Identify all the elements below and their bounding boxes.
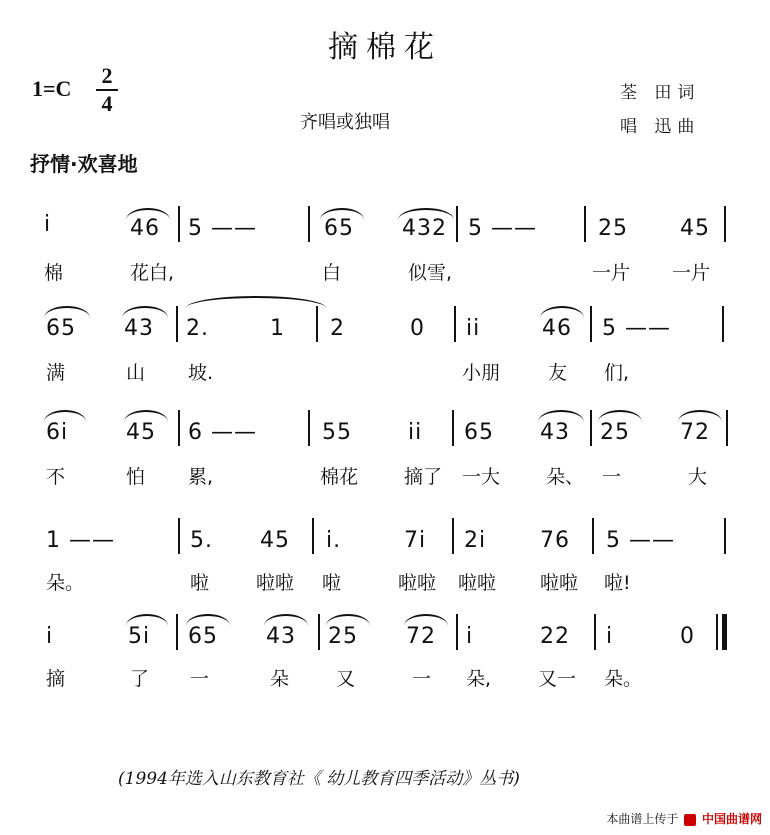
barline (722, 306, 724, 342)
lyric: 一 (602, 466, 622, 488)
note: 5. (190, 528, 213, 553)
lyricist-credit: 荃 田词 (620, 83, 701, 103)
lyric: 大 (688, 466, 708, 488)
note: 45 (260, 528, 290, 553)
note: 46 (130, 216, 160, 241)
upload-credit (606, 810, 762, 827)
lyric: 摘了 (404, 466, 443, 488)
barline (452, 518, 454, 554)
time-denominator: 4 (101, 91, 113, 116)
note: 43 (124, 316, 154, 341)
note: 45 (126, 420, 156, 445)
note: 65 (46, 316, 76, 341)
lyric: 朵。 (604, 668, 643, 690)
note: 2. (186, 316, 209, 341)
upload-note: 本曲谱上传于 (606, 812, 679, 826)
lyric: 又 (336, 668, 356, 690)
note: i (46, 624, 54, 649)
note: i (606, 624, 614, 649)
note: 5i (128, 624, 151, 649)
barline (176, 306, 178, 342)
lyric: 棉 (44, 262, 64, 284)
note: 25 (598, 216, 628, 241)
time-numerator: 2 (101, 63, 113, 88)
barline (724, 206, 726, 242)
note: 22 (540, 624, 570, 649)
note: 2 (330, 316, 345, 341)
lyric: 啦啦 (540, 572, 579, 594)
note: 6 —— (188, 420, 257, 445)
barline (178, 206, 180, 242)
barline (316, 306, 318, 342)
note: 55 (322, 420, 352, 445)
final-barline-thick (722, 614, 727, 650)
lyric: 又一 (538, 668, 577, 690)
time-signature (96, 64, 118, 116)
note: 5 —— (602, 316, 671, 341)
barline (592, 518, 594, 554)
barline (584, 206, 586, 242)
barline (456, 614, 458, 650)
lyric: 花白, (130, 262, 175, 284)
barline (308, 206, 310, 242)
note: 1 —— (46, 528, 115, 553)
lyric: 啦! (604, 572, 631, 594)
site-brand[interactable]: 中国曲谱网 (701, 812, 762, 826)
note: 72 (406, 624, 436, 649)
note: 1 (270, 316, 285, 341)
barline (594, 614, 596, 650)
note: i. (326, 528, 342, 553)
note: 0 (680, 624, 695, 649)
lyric: 山 (126, 362, 146, 384)
lyric: 朵、 (546, 466, 585, 488)
note: 6i (46, 420, 69, 445)
lyric: 小朋 (462, 362, 501, 384)
note: ii (466, 316, 481, 341)
barline (308, 410, 310, 446)
lyric: 啦啦 (256, 572, 295, 594)
lyric: 满 (46, 362, 66, 384)
barline (456, 206, 458, 242)
lyric: 不 (46, 466, 66, 488)
composer-credit: 唱 迅曲 (620, 117, 701, 137)
barline (590, 410, 592, 446)
lyric: 朵, (466, 668, 492, 690)
barline (176, 614, 178, 650)
source-footnote: (1994年选入山东教育社《 幼儿教育四季活动》丛书) (118, 769, 520, 789)
note: 25 (328, 624, 358, 649)
note: 5 —— (606, 528, 675, 553)
lyric: 一 (412, 668, 432, 690)
barline (318, 614, 320, 650)
lyric: 累, (188, 466, 214, 488)
lyric: 朵。 (46, 572, 85, 594)
lyric: 朵 (270, 668, 290, 690)
tempo-marking: 抒情·欢喜地 (30, 152, 138, 176)
barline (590, 306, 592, 342)
barline (726, 410, 728, 446)
note: 25 (600, 420, 630, 445)
lyric: 一片 (592, 262, 631, 284)
key-signature: 1=C (32, 76, 72, 101)
barline (178, 518, 180, 554)
lyric: 棉花 (320, 466, 359, 488)
note: 432 (402, 216, 447, 241)
site-logo-icon (684, 814, 696, 826)
lyric: 一片 (672, 262, 711, 284)
lyric: 啦啦 (398, 572, 437, 594)
lyric: 了 (130, 668, 150, 690)
note: 5 —— (468, 216, 537, 241)
final-barline-thin (716, 614, 718, 650)
note: ii (408, 420, 423, 445)
lyric: 坡. (188, 362, 214, 384)
barline (178, 410, 180, 446)
lyric: 一 (190, 668, 210, 690)
note: 0 (410, 316, 425, 341)
note: 76 (540, 528, 570, 553)
note: 46 (542, 316, 572, 341)
note: 72 (680, 420, 710, 445)
note: 65 (324, 216, 354, 241)
lyric: 怕 (126, 466, 146, 488)
note: 45 (680, 216, 710, 241)
lyric: 一大 (462, 466, 501, 488)
note: 2i (464, 528, 487, 553)
tie (186, 296, 326, 308)
barline (454, 306, 456, 342)
barline (724, 518, 726, 554)
barline (312, 518, 314, 554)
lyric: 似雪, (408, 262, 453, 284)
lyric: 白 (322, 262, 342, 284)
note: 7i (404, 528, 427, 553)
lyric: 啦 (190, 572, 210, 594)
lyric: 们, (604, 362, 630, 384)
lyric: 摘 (46, 668, 66, 690)
lyric: 啦啦 (458, 572, 497, 594)
lyric: 啦 (322, 572, 342, 594)
note: 5 —— (188, 216, 257, 241)
page-title: 摘棉花 (328, 30, 442, 65)
note: i (44, 212, 52, 237)
performance-note: 齐唱或独唱 (300, 112, 390, 133)
note: 43 (540, 420, 570, 445)
barline (452, 410, 454, 446)
note: 65 (464, 420, 494, 445)
note: 43 (266, 624, 296, 649)
note: i (466, 624, 474, 649)
lyric: 友 (548, 362, 568, 384)
note: 65 (188, 624, 218, 649)
